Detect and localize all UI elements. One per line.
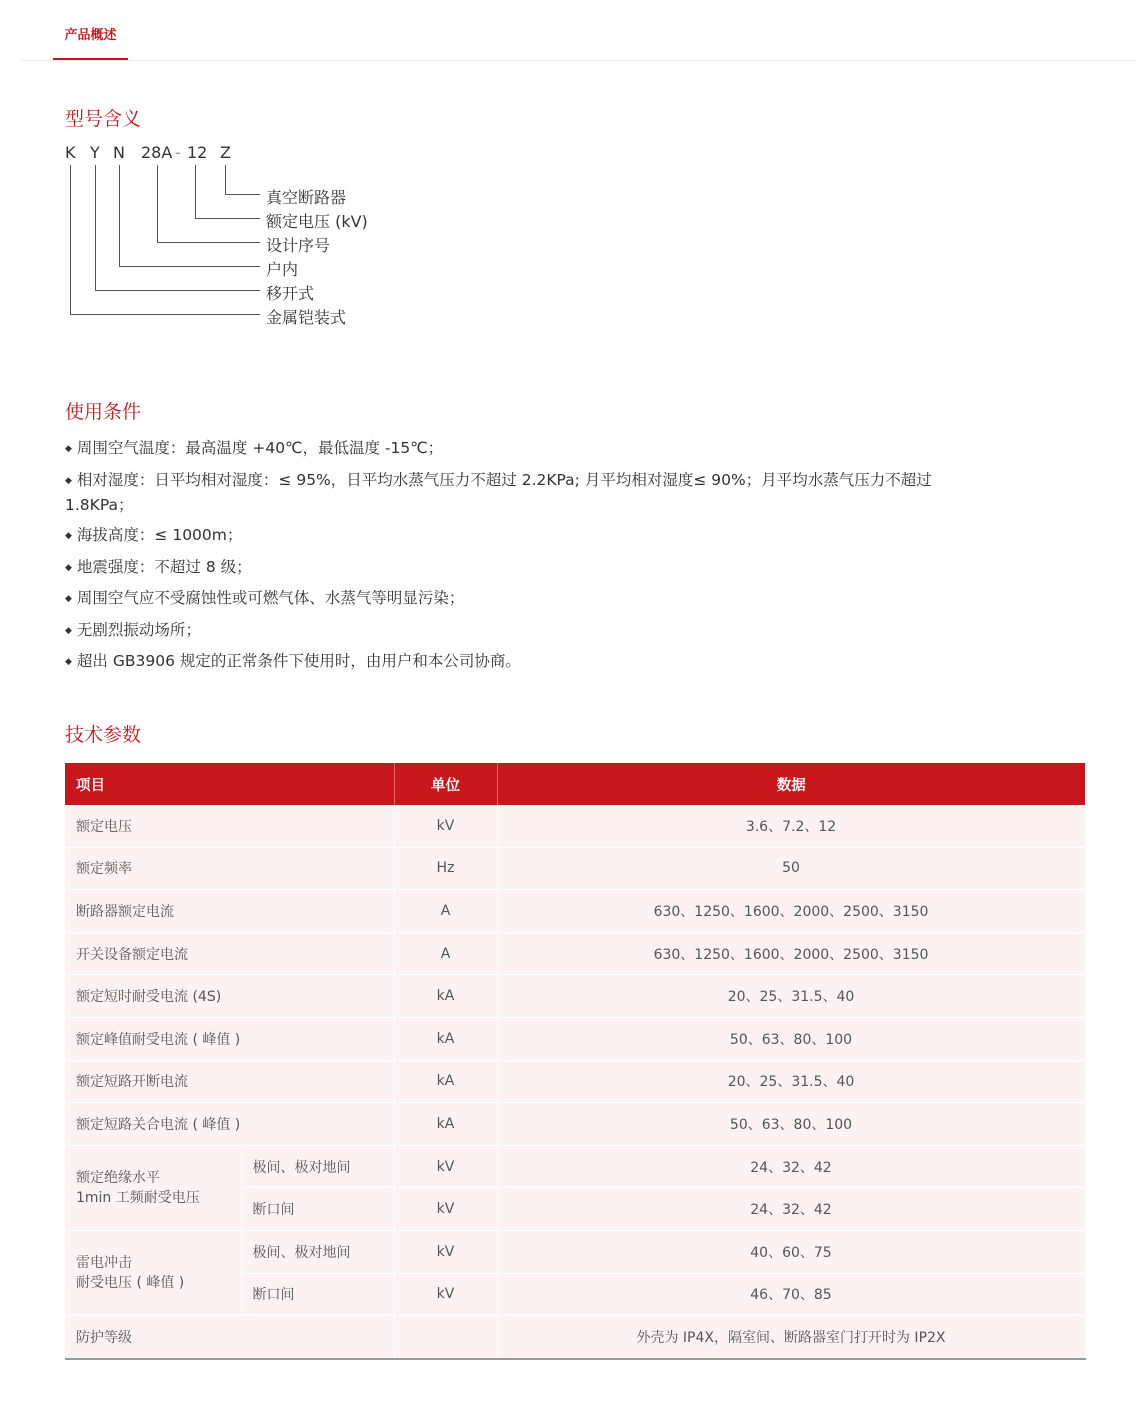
cell-unit: kV xyxy=(394,805,497,847)
cell-value: 20、25、31.5、40 xyxy=(497,1060,1085,1103)
connector-line xyxy=(225,165,226,194)
cell-sub-item: 极间、极对地间 xyxy=(241,1145,394,1188)
connector-line xyxy=(195,165,196,218)
cell-unit: kA xyxy=(394,975,497,1018)
table-header-row xyxy=(65,763,1085,805)
cell-value: 外壳为 IP4X，隔室间、断路器室门打开时为 IP2X xyxy=(497,1316,1085,1359)
list-item: ◆ 海拔高度：≤ 1000m； xyxy=(65,526,243,544)
diamond-bullet-icon: ◆ xyxy=(65,475,72,486)
diamond-bullet-icon: ◆ xyxy=(65,657,72,667)
cell-sub-item: 极间、极对地间 xyxy=(241,1230,394,1273)
model-label-design-number: 设计序号 xyxy=(266,236,331,255)
code-letter-k: K xyxy=(65,143,76,162)
cell-item: 额定电压 xyxy=(65,805,394,847)
diamond-bullet-icon: ◆ xyxy=(65,562,72,573)
cell-sub-item: 断口间 xyxy=(241,1188,394,1231)
cell-item: 额定频率 xyxy=(65,847,394,890)
cell-unit: kV xyxy=(394,1230,497,1273)
connector-line xyxy=(157,242,260,243)
cell-unit: kV xyxy=(394,1188,497,1231)
table-row xyxy=(65,1230,1085,1273)
cell-item: 防护等级 xyxy=(65,1316,394,1359)
cell-item: 额定峰值耐受电流 ( 峰值 ) xyxy=(65,1017,394,1060)
cell-value: 630、1250、1600、2000、2500、3150 xyxy=(497,890,1085,933)
diamond-bullet-icon: ◆ xyxy=(65,625,72,636)
table-row xyxy=(65,1103,1085,1146)
model-label-rated-voltage: 额定电压 (kV) xyxy=(266,212,368,231)
connector-line xyxy=(119,165,120,266)
cell-value: 630、1250、1600、2000、2500、3150 xyxy=(497,932,1085,975)
cell-item-group: 额定绝缘水平 1min 工频耐受电压 xyxy=(65,1145,241,1230)
cell-value: 40、60、75 xyxy=(497,1230,1085,1273)
model-label-metal-clad: 金属铠装式 xyxy=(266,308,347,327)
table-row xyxy=(65,890,1085,933)
connector-line xyxy=(70,165,71,314)
conditions-section-title: 使用条件 xyxy=(65,401,142,423)
cell-unit: kA xyxy=(394,1103,497,1146)
cell-item: 开关设备额定电流 xyxy=(65,932,394,975)
model-code-diagram xyxy=(65,143,465,343)
code-voltage: 12 xyxy=(187,143,208,162)
table-row xyxy=(65,805,1085,847)
cell-value: 50、63、80、100 xyxy=(497,1017,1085,1060)
header-data: 数据 xyxy=(497,763,1085,805)
connector-line xyxy=(70,314,260,315)
cell-unit: kV xyxy=(394,1273,497,1316)
cell-sub-item: 断口间 xyxy=(241,1273,394,1316)
diamond-bullet-icon: ◆ xyxy=(65,594,72,604)
cell-item: 额定短路关合电流 ( 峰值 ) xyxy=(65,1103,394,1146)
table-row xyxy=(65,1316,1085,1359)
tab-bar xyxy=(20,0,1136,61)
cell-unit: A xyxy=(394,932,497,975)
list-item: ◆ 无剧烈振动场所； xyxy=(65,620,201,639)
cell-value: 24、32、42 xyxy=(497,1145,1085,1188)
tab-product-overview[interactable]: 产品概述 xyxy=(53,0,128,60)
model-label-vacuum-breaker: 真空断路器 xyxy=(266,188,347,207)
cell-value: 50、63、80、100 xyxy=(497,1103,1085,1146)
connector-line xyxy=(157,165,158,242)
header-unit: 单位 xyxy=(394,763,497,805)
connector-line xyxy=(225,194,260,195)
cell-value: 20、25、31.5、40 xyxy=(497,975,1085,1018)
cell-value: 46、70、85 xyxy=(497,1273,1085,1316)
model-label-withdrawable: 移开式 xyxy=(266,284,315,303)
connector-line xyxy=(119,266,260,267)
cell-value: 3.6、7.2、12 xyxy=(497,805,1085,847)
cell-value: 50 xyxy=(497,847,1085,890)
table-row xyxy=(65,975,1085,1018)
diamond-bullet-icon: ◆ xyxy=(65,531,72,541)
list-item: ◆ 周围空气应不受腐蚀性或可燃气体、水蒸气等明显污染； xyxy=(65,589,465,607)
connector-line xyxy=(95,290,260,291)
cell-item: 额定短路开断电流 xyxy=(65,1060,394,1103)
cell-unit: Hz xyxy=(394,847,497,890)
cell-item: 额定短时耐受电流 (4S) xyxy=(65,975,394,1018)
code-letter-n: N xyxy=(113,143,125,162)
model-label-indoor: 户内 xyxy=(266,260,299,279)
code-letter-z: Z xyxy=(220,143,231,162)
list-item: ◆ 地震强度：不超过 8 级； xyxy=(65,557,252,576)
cell-unit: kA xyxy=(394,1017,497,1060)
table-row xyxy=(65,847,1085,890)
list-item: ◆ 超出 GB3906 规定的正常条件下使用时，由用户和本公司协商。 xyxy=(65,652,521,670)
list-item: ◆ 周围空气温度：最高温度 +40℃，最低温度 -15℃； xyxy=(65,439,444,457)
table-row xyxy=(65,1060,1085,1103)
table-row xyxy=(65,932,1085,975)
cell-item: 断路器额定电流 xyxy=(65,890,394,933)
header-item: 项目 xyxy=(65,763,394,805)
tech-params-table xyxy=(65,763,1086,1360)
cell-unit: kA xyxy=(394,1060,497,1103)
table-row xyxy=(65,1017,1085,1060)
code-design-number: 28A xyxy=(141,143,173,162)
cell-unit: kV xyxy=(394,1145,497,1188)
tech-section-title: 技术参数 xyxy=(65,724,142,746)
cell-unit xyxy=(394,1316,497,1359)
model-section-title: 型号含义 xyxy=(65,108,142,130)
cell-item-group: 雷电冲击 耐受电压 ( 峰值 ) xyxy=(65,1230,241,1315)
code-dash: - xyxy=(175,143,181,162)
code-letter-y: Y xyxy=(90,143,100,162)
table-row xyxy=(65,1145,1085,1188)
connector-line xyxy=(95,165,96,290)
connector-line xyxy=(195,218,260,219)
cell-unit: A xyxy=(394,890,497,933)
list-item: ◆ 相对湿度：日平均相对湿度：≤ 95%，日平均水蒸气压力不超过 2.2KPa; 月平均相对湿度≤ 90%；月平均水蒸气压力不超过 1.8KPa； xyxy=(65,470,937,514)
cell-value: 24、32、42 xyxy=(497,1188,1085,1231)
conditions-list xyxy=(65,436,965,681)
diamond-bullet-icon: ◆ xyxy=(65,444,72,454)
